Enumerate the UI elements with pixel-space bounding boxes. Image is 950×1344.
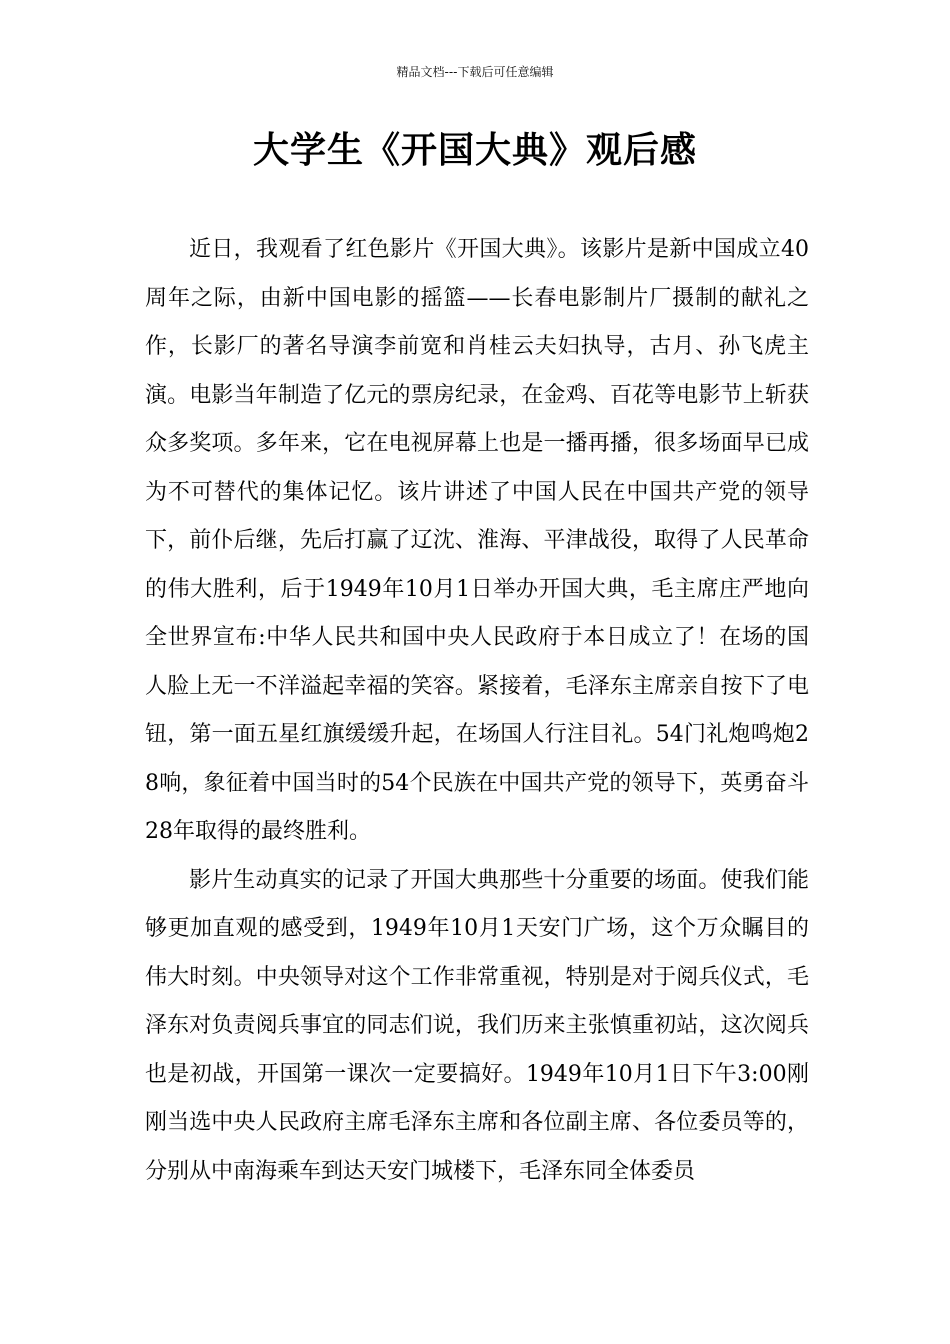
- paragraph-1: 近日，我观看了红色影片《开国大典》。该影片是新中国成立40周年之际，由新中国电影的摇篮——长春电影制片厂摄制的献礼之作，长影厂的著名导演李前宽和肖桂云夫妇执导，古月、孙飞虎主演。电影当年制造了亿元的票房纪录，在金鸡、百花等电影节上斩获众多奖项。多年来，它在电视屏幕上也是一播再播，很多场面早已成为不可替代的集体记忆。该片讲述了中国人民在中国共产党的领导下，前仆后继，先后打赢了辽沈、淮海、平津战役，取得了人民革命的伟大胜利，后于1949年10月1日举办开国大典，毛主席庄严地向全世界宣布:中华人民共和国中央人民政府于本日成立了！在场的国人脸上无一不洋溢起幸福的笑容。紧接着，毛泽东主席亲自按下了电钮，第一面五星红旗缓缓升起，在场国人行注目礼。54门礼炮鸣炮28响，象征着中国当时的54个民族在中国共产党的领导下，英勇奋斗28年取得的最终胜利。: [145, 237, 809, 844]
- document-body: [145, 226, 809, 1196]
- paragraph-2: 影片生动真实的记录了开国大典那些十分重要的场面。使我们能够更加直观的感受到，1949年10月1天安门广场，这个万众瞩目的伟大时刻。中央领导对这个工作非常重视，特别是对于阅兵仪式，毛泽东对负责阅兵事宜的同志们说，我们历来主张慎重初站，这次阅兵也是初战，开国第一课次一定要搞好。1949年10月1日下午3:00刚刚当选中央人民政府主席毛泽东主席和各位副主席、各位委员等的，分别从中南海乘车到达天安门城楼下，毛泽东同全体委员: [145, 867, 809, 1184]
- header-note: 精品文档---下载后可任意编辑: [396, 65, 554, 79]
- page-title: 大学生《开国大典》观后感: [252, 130, 697, 171]
